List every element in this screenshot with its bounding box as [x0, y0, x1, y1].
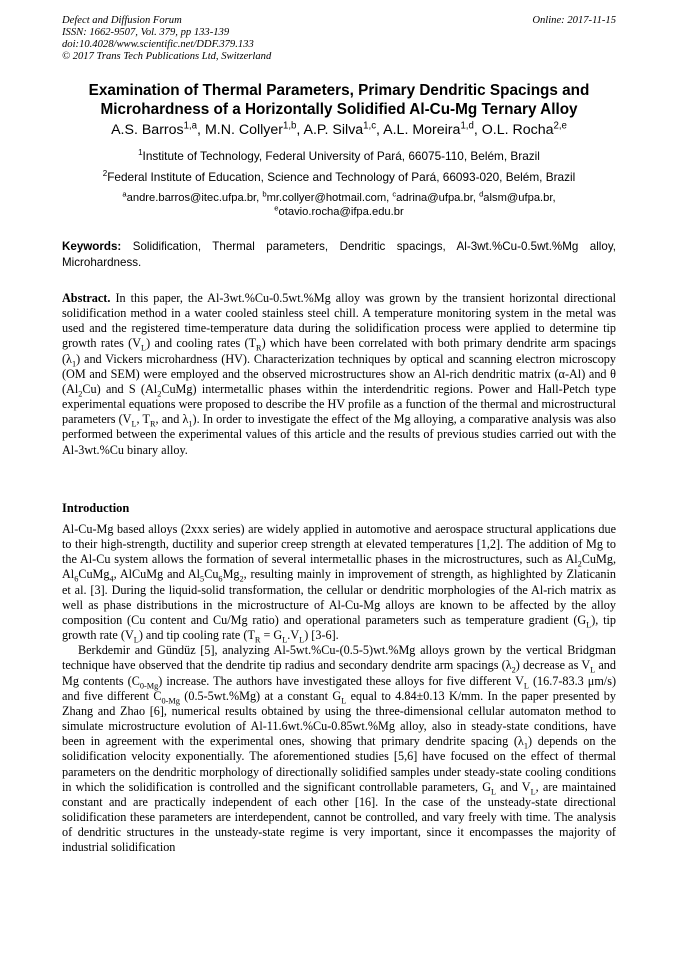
- author-name: A.S. Barros: [111, 122, 184, 138]
- affiliation-2-sup: 2: [102, 169, 108, 179]
- email-c[interactable]: adrina@ufpa.br: [396, 192, 473, 204]
- intro-paragraph-1: Al-Cu-Mg based alloys (2xxx series) are widely applied in automotive and aerospace structural applications due to their high-strength, ductility and superior creep strength at elevated temperatures [1,2]. The addition of Mg to the Al-Cu system allows the formation of several intermetallic phases in the microstructures, such as $Al_2CuMg$, $Al_6CuMg_4$, AlCuMg and $Al_5Cu_6Mg_2$, resulting mainly in improvement of strength, as highlighted by Zlaticanin et al. [3]. During the liquid-solid transformation, the cellular or dendritic morphologies of the Al-rich matrix as well as phase distributions in the microstructure of Al-Cu-Mg alloys are known to be affected by the alloy composition (Cu content and Cu/Mg ratio) and operational parameters such as temperature gradient $(G_L)$, tip growth rate $(V_L)$ and tip cooling rate $(T_R = G_L.V_L)$ [3-6].: [62, 522, 617, 645]
- affiliation-1: [20, 149, 658, 163]
- keywords-text: Solidification, Thermal parameters, Dendritic spacings, Al-3wt.%Cu-0.5wt.%Mg alloy, Microhardness.: [62, 240, 616, 269]
- affiliation-2: [20, 170, 658, 184]
- doi-line: doi:10.4028/www.scientific.net/DDF.379.133: [62, 39, 254, 50]
- intro-paragraph-2: Berkdemir and Gündüz [5], analyzing Al-5wt.%Cu-(0.5-5)wt.%Mg alloys grown by the vertical Bridgman technique have observed that the dendrite tip radius and secondary dendrite arm spacings $(\lambda_2)$ decrease as $V_L$ and Mg contents $(C_{0-Mg})$ increase. The authors have investigated these alloys for five different $V_L$ (16.7-83.3 μm/s) and five different $C_{0-Mg}$ (0.5-5wt.%Mg) at a constant $G_L$ equal to 4.84±0.13 K/mm. In the paper presented by Zhang and Zhao [6], numerical results obtained by using the three-dimensional cellular automaton method to simulate microstructure evolution of Al-11.6wt.%Cu-0.85wt.%Mg alloy, also in steady-state conditions, have been in agreement with the experimental ones, showing that primary dendrite spacing $(\lambda_1)$ depends on the solidification velocity exponentially. The aforementioned studies [5,6] have focused on the effect of thermal parameters on the dendritic morphology of directionally solidified samples under steady-state cooling conditions in which the solidification is controlled and the significant controllable parameters, $G_L$ and $V_L$, are maintained constant and are practically independent of each other [16]. In the case of the unsteady-state directional solidification these parameters are interdependent, cannot be controlled, and vary freely with time. The analysis of dendritic structures in the unsteady-state regime is very important, since it encompasses the majority of industrial solidification: [62, 643, 616, 855]
- email-sup-c: c: [392, 189, 397, 199]
- email-line-1: $^a$andre.barros@itec.ufpa.br, $^b$mr.collyer@hotmail.com, $^c$adrina@ufpa.br, $^d$alsm@ufpa.br,: [122, 189, 556, 204]
- journal-header: [62, 15, 271, 63]
- email-a[interactable]: andre.barros@itec.ufpa.br: [126, 192, 257, 204]
- author-4: [383, 122, 474, 138]
- email-sup-a: a: [122, 189, 127, 199]
- author-5: [482, 122, 567, 138]
- email-sup-b: b: [262, 189, 267, 199]
- email-e[interactable]: otavio.rocha@ifpa.edu.br: [278, 206, 404, 218]
- email-sup-e: e: [274, 203, 279, 213]
- author-2: [205, 122, 296, 138]
- author-name: A.P. Silva: [303, 122, 364, 138]
- author-list: A.S. Barros$^{1,a}$, M.N. Collyer$^{1,b}$, A.P. Silva$^{1,c}$, A.L. Moreira$^{1,d}$, O.L. Rocha$^{2,e}$: [111, 120, 567, 138]
- email-line-2: [20, 205, 658, 219]
- author-name: O.L. Rocha: [481, 122, 554, 138]
- author-sup: 1,d: [460, 120, 474, 132]
- keywords-label: Keywords:: [62, 240, 122, 253]
- author-sup: 1,b: [282, 120, 297, 132]
- author-name: A.L. Moreira: [383, 122, 461, 138]
- affiliation-1-sup: 1: [138, 148, 143, 158]
- copyright-line: © 2017 Trans Tech Publications Ltd, Switzerland: [62, 51, 272, 62]
- email-d[interactable]: alsm@ufpa.br: [483, 192, 553, 204]
- author-sup: 2,e: [553, 120, 567, 132]
- abstract-label: Abstract.: [62, 291, 111, 305]
- journal-name: Defect and Diffusion Forum: [62, 15, 182, 26]
- author-name: M.N. Collyer: [204, 122, 283, 138]
- author-sup: 1,a: [183, 120, 198, 132]
- introduction-body: [62, 522, 616, 855]
- online-date: Online: 2017-11-15: [532, 15, 616, 26]
- affiliation-2-text: Federal Institute of Education, Science and Technology of Pará, 66093-020, Belém, Brazil: [107, 170, 576, 184]
- abstract: [62, 291, 616, 458]
- author-1: [111, 122, 197, 138]
- paper-title: Examination of Thermal Parameters, Primary Dendritic Spacings and Microhardness of a Horizontally Solidified Al-Cu-Mg Ternary Alloy: [88, 82, 590, 118]
- affiliation-1-text: Institute of Technology, Federal University of Pará, 66075-110, Belém, Brazil: [142, 149, 540, 163]
- author-3: [304, 122, 377, 138]
- email-sup-d: d: [479, 189, 484, 199]
- keywords: [62, 239, 616, 271]
- email-b[interactable]: mr.collyer@hotmail.com: [266, 192, 387, 204]
- email-list: [20, 191, 658, 219]
- author-sup: 1,c: [363, 120, 377, 132]
- issn-line: ISSN: 1662-9507, Vol. 379, pp 133-139: [62, 27, 230, 38]
- abstract-text: In this paper, the Al-3wt.%Cu-0.5wt.%Mg alloy was grown by the transient horizontal directional solidification method in a water cooled stainless steel chill. A temperature monitoring system in the metal was used and the registered time-temperature data during the solidification process were applied to determine tip growth rates $(V_L)$ and cooling rates $(T_R)$ which have been correlated with both primary dendrite arm spacings $(\lambda_1)$ and Vickers microhardness (HV). Characterization techniques by optical and scanning electron microscopy (OM and SEM) were employed and the observed microstructures show an Al-rich dendritic matrix (α-Al) and θ $(Al_2Cu)$ and S $(Al_2CuMg)$ intermetallic phases within the interdendritic regions. Power and Hall-Petch type experimental equations were proposed to describe the HV profile as a function of the thermal and microstructural parameters ($V_L$, $T_R$, and $\lambda_1$). In order to investigate the effect of the Mg alloying, a comparative analysis was also performed between the experimental values of this article and the results of previous studies carried out with the Al-3wt.%Cu binary alloy.: [62, 291, 617, 457]
- introduction-heading: Introduction: [62, 501, 130, 515]
